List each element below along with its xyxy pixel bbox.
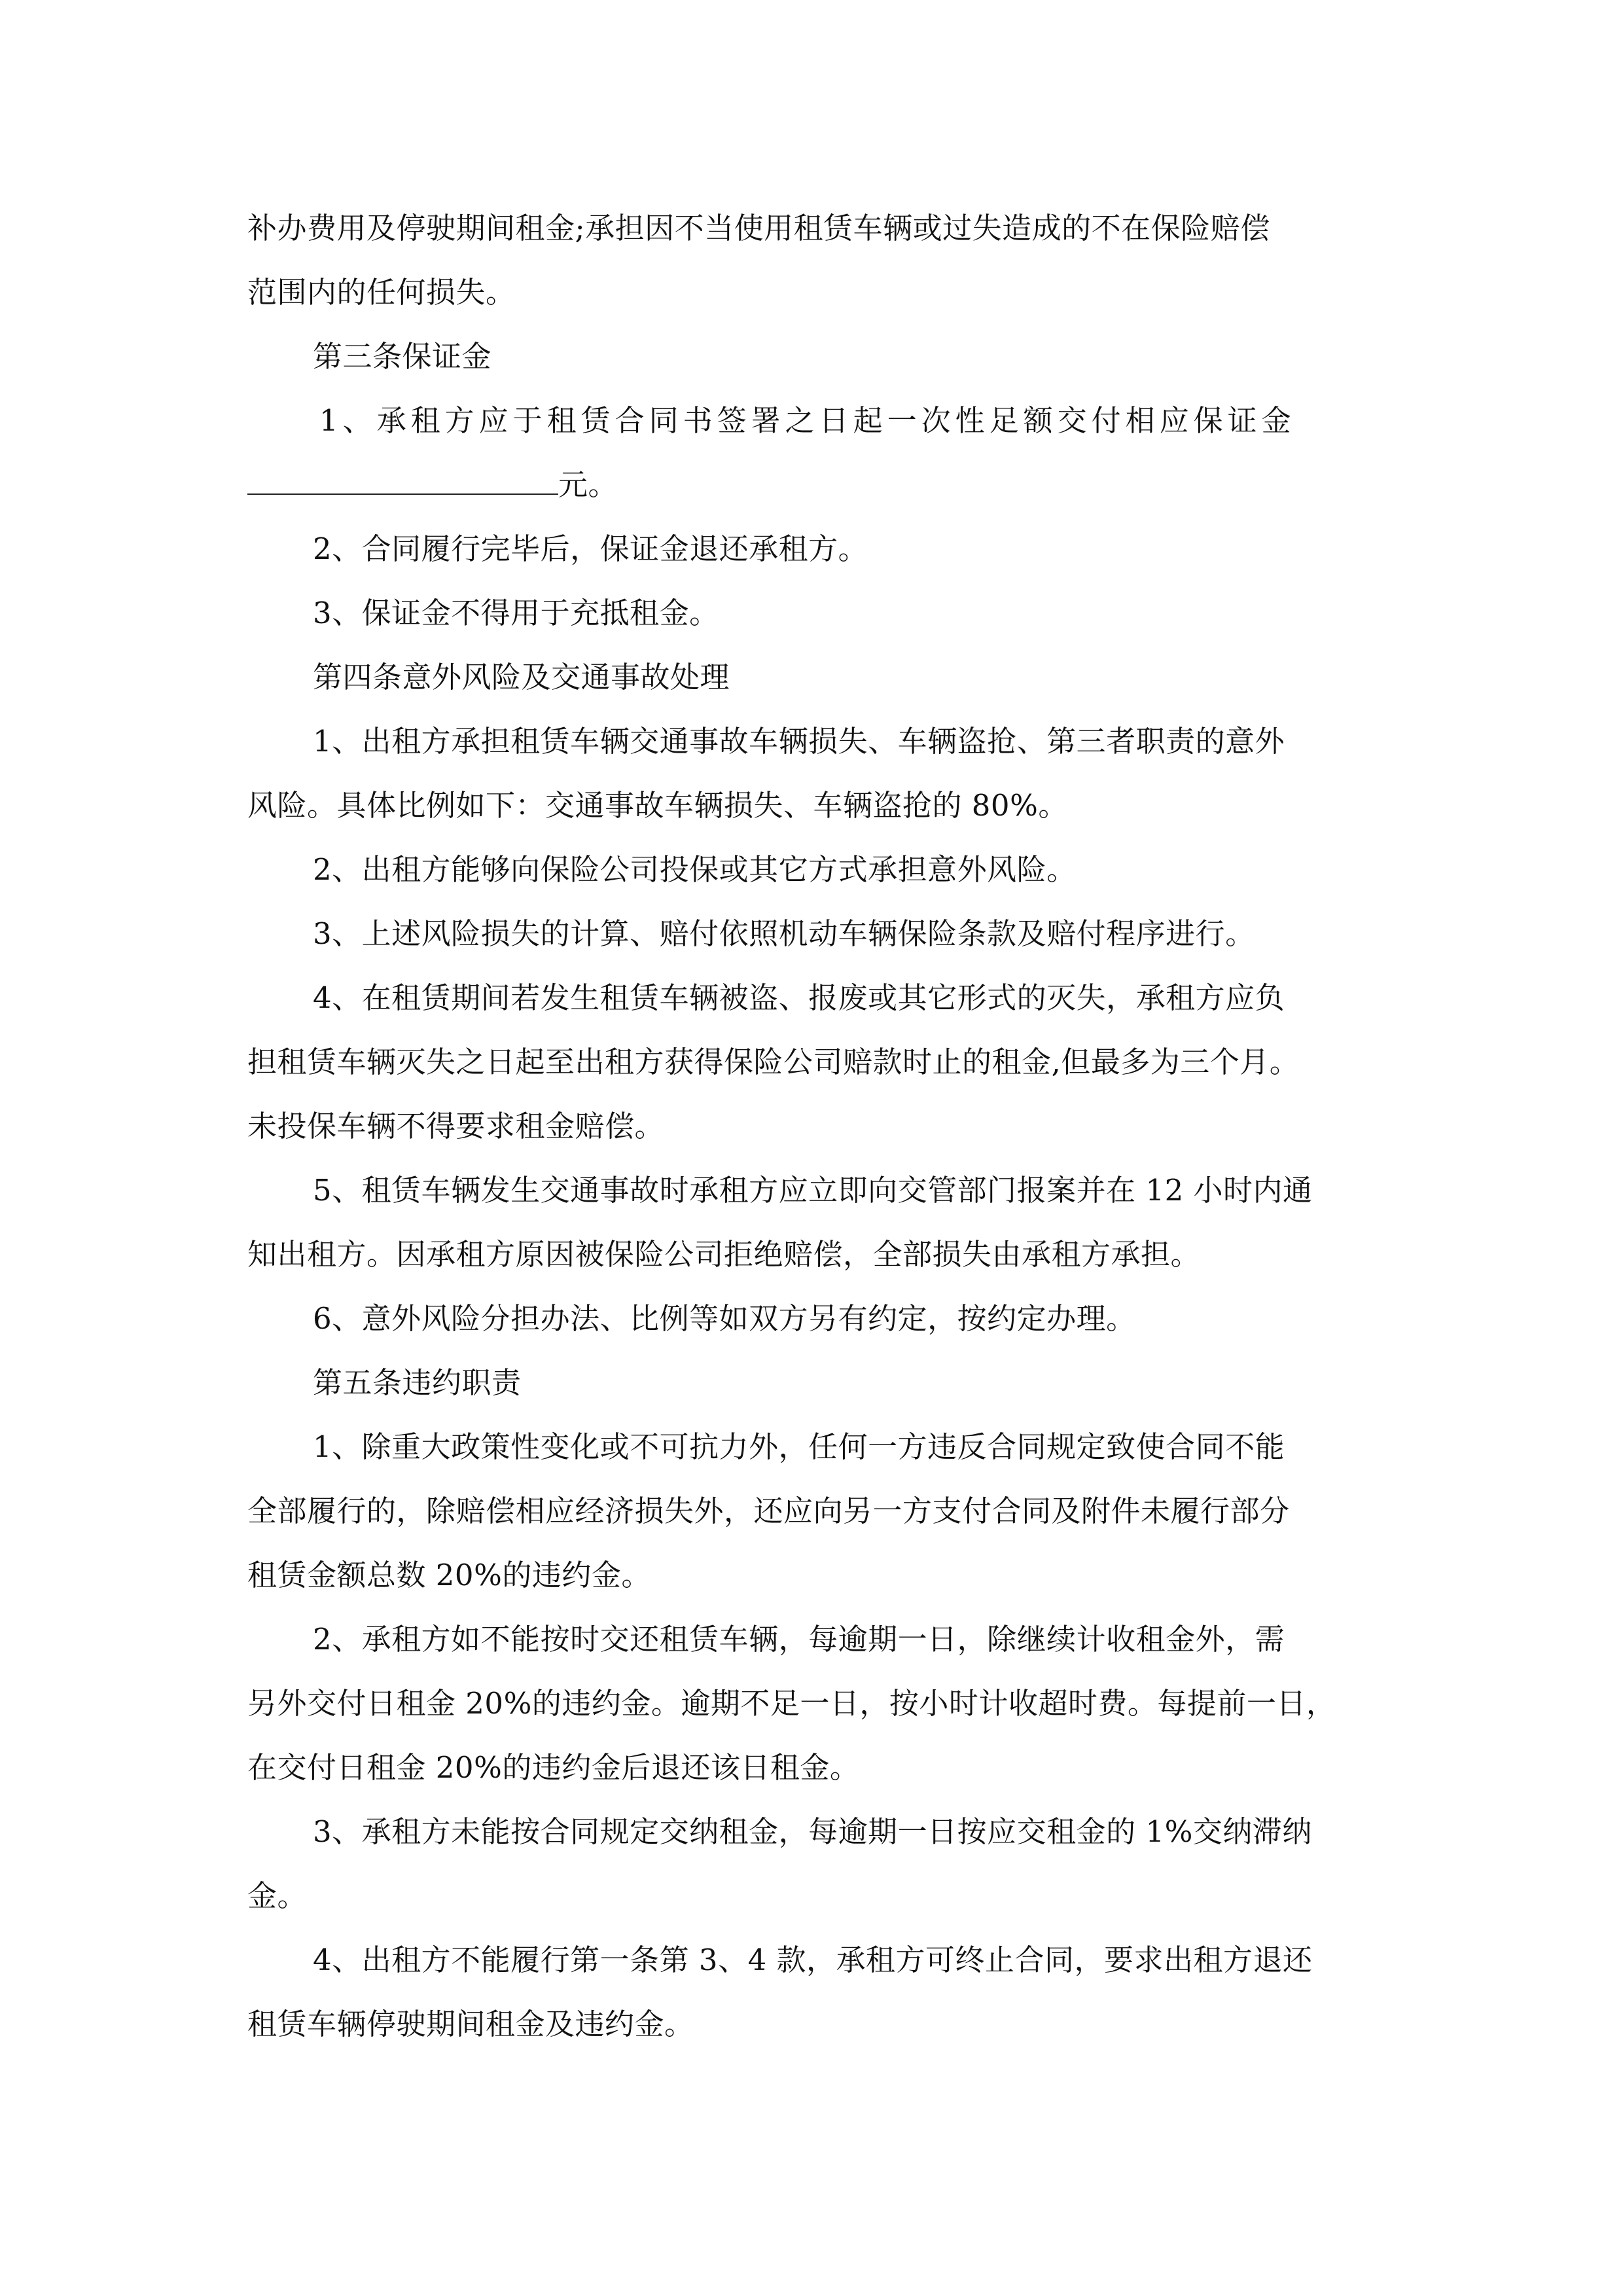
text-line: 2、出租方能够向保险公司投保或其它方式承担意外风险。: [313, 852, 1077, 887]
text-fragment: 元。: [558, 467, 618, 502]
text-line: 知出租方。因承租方原因被保险公司拒绝赔偿，全部损失由承租方承担。: [247, 1237, 1201, 1272]
section-heading: 第五条违约职责: [313, 1365, 522, 1400]
text-line: 2、承租方如不能按时交还租赁车辆，每逾期一日，除继续计收租金外，需: [313, 1622, 1285, 1657]
text-line: 6、意外风险分担办法、比例等如双方另有约定，按约定办理。: [313, 1301, 1136, 1336]
text-line: 未投保车辆不得要求租金赔偿。: [247, 1109, 665, 1143]
text-line: 风险。具体比例如下：交通事故车辆损失、车辆盗抢的 80%。: [247, 788, 1068, 823]
text-line: 5、租赁车辆发生交通事故时承租方应立即向交管部门报案并在 12 小时内通: [313, 1173, 1313, 1208]
text-line: 4、出租方不能履行第一条第 3、4 款，承租方可终止合同，要求出租方退还: [313, 1943, 1313, 1977]
text-line: 2、合同履行完毕后，保证金退还承租方。: [313, 531, 868, 566]
section-heading: 第三条保证金: [313, 339, 492, 374]
text-line: 在交付日租金 20%的违约金后退还该日租金。: [247, 1750, 860, 1785]
text-line: 担租赁车辆灭失之日起至出租方获得保险公司赔款时止的租金,但最多为三个月。: [247, 1045, 1300, 1079]
text-line: 租赁金额总数 20%的违约金。: [247, 1558, 651, 1592]
text-line: 全部履行的，除赔偿相应经济损失外，还应向另一方支付合同及附件未履行部分: [247, 1494, 1290, 1528]
text-line: 范围内的任何损失。: [247, 275, 516, 310]
text-line: 3、上述风险损失的计算、赔付依照机动车辆保险条款及赔付程序进行。: [313, 916, 1255, 951]
text-line: 3、承租方未能按合同规定交纳租金，每逾期一日按应交租金的 1%交纳滞纳: [313, 1814, 1312, 1849]
fill-in-blank: [247, 453, 558, 495]
text-line: 另外交付日租金 20%的违约金。逾期不足一日，按小时计收超时费。每提前一日，: [247, 1686, 1336, 1721]
text-line: [247, 453, 1383, 517]
text-line: 补办费用及停驶期间租金;承担因不当使用租赁车辆或过失造成的不在保险赔偿: [247, 211, 1270, 245]
text-line: 1、承租方应于租赁合同书签署之日起一次性足额交付相应保证金: [319, 403, 1296, 438]
text-line: 1、除重大政策性变化或不可抗力外，任何一方违反合同规定致使合同不能: [313, 1429, 1285, 1464]
document-page: [247, 196, 1383, 2056]
text-line: 金。: [247, 1878, 308, 1913]
text-line: 3、保证金不得用于充抵租金。: [313, 596, 719, 630]
text-line: 租赁车辆停驶期间租金及违约金。: [247, 2007, 694, 2041]
text-line: 1、出租方承担租赁车辆交通事故车辆损失、车辆盗抢、第三者职责的意外: [313, 724, 1285, 759]
section-heading: 第四条意外风险及交通事故处理: [313, 660, 730, 694]
text-line: 4、在租赁期间若发生租赁车辆被盗、报废或其它形式的灭失，承租方应负: [313, 980, 1285, 1015]
